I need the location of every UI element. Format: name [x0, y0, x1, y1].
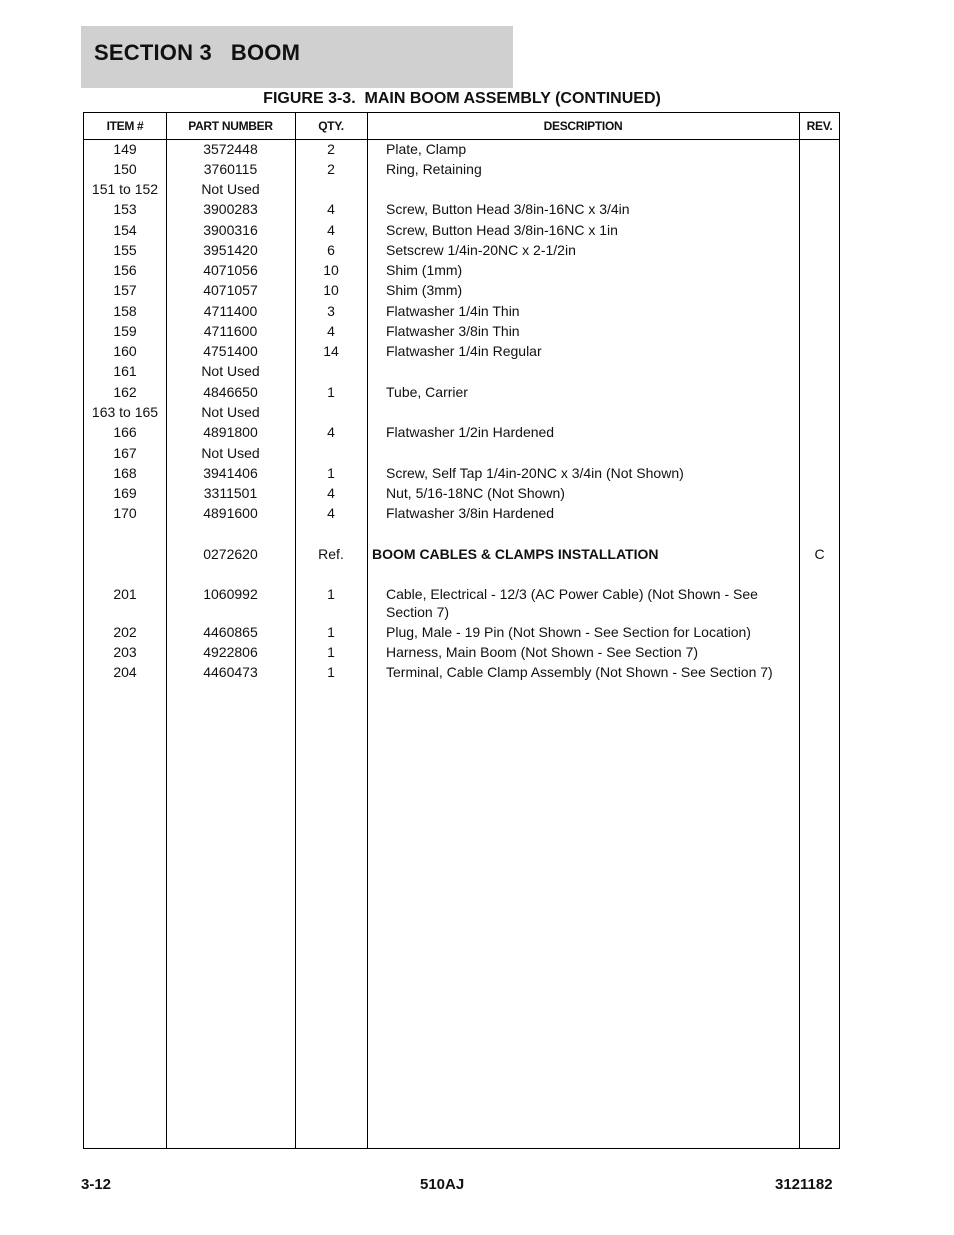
rev-cell: C	[814, 546, 825, 562]
part-number-cell: 4922806	[203, 644, 258, 660]
description-cell: Flatwasher 3/8in Hardened	[386, 505, 555, 521]
part-number-cell: 4460865	[203, 624, 258, 640]
section-title: SECTION 3 BOOM	[94, 40, 301, 65]
header-part-number: PART NUMBER	[188, 119, 273, 133]
header-item: ITEM #	[106, 119, 144, 133]
part-number-cell: 3760115	[203, 161, 258, 177]
part-number-cell: 4071057	[203, 282, 258, 298]
item-cell: 155	[113, 242, 137, 258]
qty-cell: 1	[327, 664, 335, 680]
qty-cell: 3	[327, 303, 335, 319]
item-cell: 153	[113, 201, 137, 217]
part-number-cell: 3900283	[203, 201, 258, 217]
item-cell: 163 to 165	[91, 404, 159, 420]
description-cell: Shim (3mm)	[386, 282, 463, 298]
part-number-cell: 3900316	[203, 222, 258, 238]
description-cell: Screw, Button Head 3/8in-16NC x 3/4in	[386, 201, 630, 217]
qty-cell: 1	[327, 465, 335, 481]
qty-cell: 4	[327, 222, 335, 238]
part-number-cell: 4846650	[203, 384, 258, 400]
item-cell: 157	[113, 282, 137, 298]
header-qty: QTY.	[318, 119, 344, 133]
part-number-cell: Not Used	[201, 181, 260, 197]
part-number-cell: 4891600	[203, 505, 258, 521]
part-number-cell: 4711400	[203, 303, 258, 319]
qty-cell: 10	[323, 282, 339, 298]
qty-cell: 6	[327, 242, 335, 258]
description-cell: Plate, Clamp	[386, 141, 467, 157]
item-cell: 154	[113, 222, 137, 238]
part-number-cell: Not Used	[201, 404, 260, 420]
header-description: DESCRIPTION	[543, 119, 623, 133]
item-cell: 150	[113, 161, 137, 177]
description-cell: Screw, Self Tap 1/4in-20NC x 3/4in (Not Shown)	[386, 465, 684, 481]
item-cell: 159	[113, 323, 137, 339]
description-cell: Plug, Male - 19 Pin (Not Shown - See Section for Location)	[386, 624, 751, 640]
qty-cell: 4	[327, 424, 335, 440]
part-number-cell: Not Used	[201, 363, 260, 379]
description-cell: Setscrew 1/4in-20NC x 2-1/2in	[386, 242, 576, 258]
qty-cell: 14	[323, 343, 339, 359]
description-cell: Flatwasher 1/4in Thin	[386, 303, 520, 319]
part-number-cell: 3311501	[203, 485, 258, 501]
qty-cell: 2	[327, 161, 335, 177]
qty-cell: 1	[327, 644, 335, 660]
item-cell: 158	[113, 303, 137, 319]
document-number: 3121182	[775, 1176, 833, 1193]
part-number-cell: 4071056	[203, 262, 258, 278]
part-number-cell: 3941406	[203, 465, 258, 481]
description-cell: Flatwasher 1/4in Regular	[386, 343, 542, 359]
part-number-cell: 4711600	[203, 323, 258, 339]
qty-cell: 10	[323, 262, 339, 278]
item-cell: 167	[113, 445, 137, 461]
item-cell: 161	[113, 363, 137, 379]
part-number-cell: Not Used	[201, 445, 260, 461]
item-cell: 160	[113, 343, 137, 359]
description-cell: Flatwasher 3/8in Thin	[386, 323, 520, 339]
item-cell: 162	[113, 384, 137, 400]
item-cell: 201	[113, 586, 137, 602]
page-number: 3-12	[81, 1176, 112, 1193]
qty-cell: 4	[327, 485, 335, 501]
description-cell: Ring, Retaining	[386, 161, 482, 177]
item-cell: 151 to 152	[91, 181, 159, 197]
figure-title: FIGURE 3-3. MAIN BOOM ASSEMBLY (CONTINUED)	[263, 90, 661, 107]
item-cell: 166	[113, 424, 137, 440]
qty-cell: 1	[327, 586, 335, 602]
part-number-cell: 3572448	[203, 141, 258, 157]
qty-cell: 1	[327, 624, 335, 640]
description-cell: BOOM CABLES & CLAMPS INSTALLATION	[372, 546, 659, 562]
item-cell: 168	[113, 465, 137, 481]
description-cell: Screw, Button Head 3/8in-16NC x 1in	[386, 222, 618, 238]
part-number-cell: 4460473	[203, 664, 258, 680]
item-cell: 202	[113, 624, 137, 640]
part-number-cell: 4891800	[203, 424, 258, 440]
item-cell: 169	[113, 485, 137, 501]
description-cell: Terminal, Cable Clamp Assembly (Not Shown - See Section 7)	[386, 664, 773, 680]
description-cell: Shim (1mm)	[386, 262, 463, 278]
description-cell: Flatwasher 1/2in Hardened	[386, 424, 555, 440]
item-cell: 170	[113, 505, 137, 521]
header-rev: REV.	[806, 119, 833, 133]
description-cell: Cable, Electrical - 12/3 (AC Power Cable) (Not Shown - See Section 7)	[386, 586, 758, 620]
qty-cell: 4	[327, 201, 335, 217]
description-cell: Harness, Main Boom (Not Shown - See Section 7)	[386, 644, 699, 660]
parts-table	[83, 112, 840, 1149]
column-divider	[799, 113, 800, 1148]
part-number-cell: 1060992	[203, 586, 258, 602]
model-number: 510AJ	[420, 1176, 465, 1193]
description-cell: Tube, Carrier	[386, 384, 468, 400]
item-cell: 149	[113, 141, 137, 157]
qty-cell: 4	[327, 505, 335, 521]
part-number-cell: 0272620	[203, 546, 258, 562]
item-cell: 204	[113, 664, 137, 680]
item-cell: 203	[113, 644, 137, 660]
qty-cell: 4	[327, 323, 335, 339]
qty-cell: 1	[327, 384, 335, 400]
description-cell: Nut, 5/16-18NC (Not Shown)	[386, 485, 565, 501]
part-number-cell: 3951420	[203, 242, 258, 258]
part-number-cell: 4751400	[203, 343, 258, 359]
item-cell: 156	[113, 262, 137, 278]
column-divider	[367, 113, 368, 1148]
qty-cell: 2	[327, 141, 335, 157]
qty-cell: Ref.	[318, 546, 344, 562]
